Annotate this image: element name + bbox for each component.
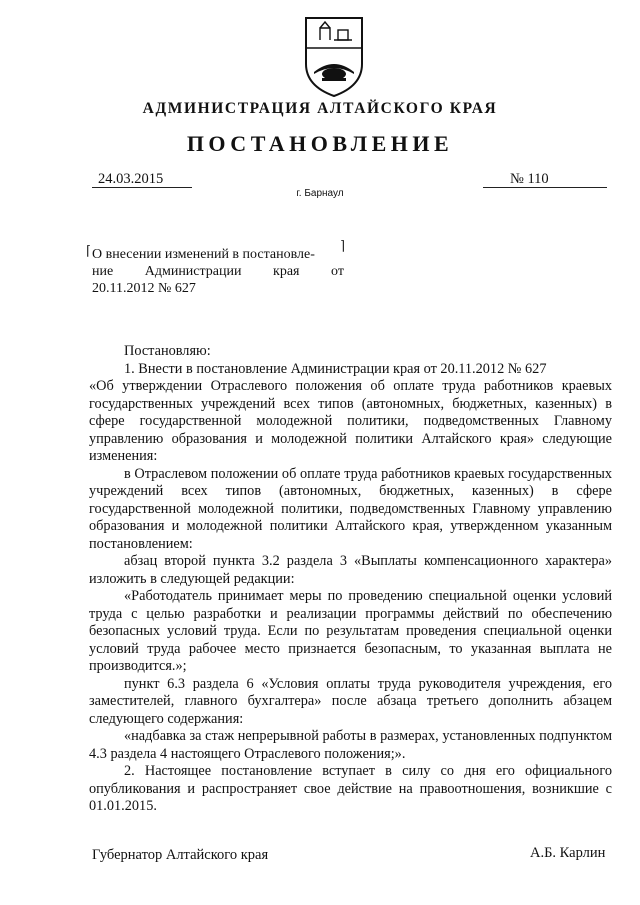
signatory-title: Губернатор Алтайского края bbox=[92, 847, 269, 863]
document-number: № 110 bbox=[510, 171, 549, 187]
subject-line-3: 20.11.2012 № 627 bbox=[92, 281, 196, 296]
body-paragraph: 2. Настоящее постановление вступает в силу со дня его официального опубликования и распространяет свое действие на правоотношения, возникшие с 01.01.2015. bbox=[89, 763, 612, 814]
document-body bbox=[89, 343, 612, 816]
document-type-title: ПОСТАНОВЛЕНИЕ bbox=[186, 131, 454, 156]
signatory-name: А.Б. Карлин bbox=[530, 845, 606, 861]
subject-word: края bbox=[273, 264, 300, 279]
document-subject bbox=[92, 246, 344, 297]
subject-word: Администрации bbox=[144, 264, 242, 279]
body-paragraph: пункт 6.3 раздела 6 «Условия оплаты труда руководителя учреждения, его заместителей, главного бухгалтера» после абзаца третьего дополнить абзацем следующего содержания: bbox=[89, 675, 612, 727]
subject-word: ние bbox=[92, 264, 114, 279]
issue-city: г. Барнаул bbox=[296, 188, 344, 199]
subject-bracket-left-icon: ⌈ bbox=[86, 243, 92, 258]
body-paragraph: в Отраслевом положении об оплате труда работников краевых государственных учреждений всех типов (автономных, бюджетных, казенных) в сфере государственной молодежной политики, подведомственных Главному управлению образования и молодежной политики Алтайского края, утвержденном указанным постановлением: bbox=[89, 465, 612, 552]
subject-line-2 bbox=[92, 263, 344, 280]
altai-krai-coat-of-arms-icon bbox=[300, 12, 368, 98]
subject-bracket-right-icon: ⌉ bbox=[340, 238, 346, 253]
document-date: 24.03.2015 bbox=[98, 171, 164, 187]
body-paragraph: «Работодатель принимает меры по проведению специальной оценки условий труда с целью разработки и реализации программы действий по обеспечению безопасных условий труда. Если по результатам проведения специальной оценки условий труда рабочее место признается безопасным, то указанная выплата не производится.»; bbox=[89, 588, 612, 674]
subject-line-1: О внесении изменений в постановле- bbox=[92, 247, 315, 262]
subject-word: от bbox=[331, 264, 344, 279]
body-paragraph: 1. Внести в постановление Администрации края от 20.11.2012 № 627 bbox=[124, 360, 547, 377]
body-paragraph: «Об утверждении Отраслевого положения об оплате труда работников краевых государственных учреждений всех типов (автономных, бюджетных, казенных) в сфере государственной молодежной политики, подведомственных Главному управлению образования и молодежной политики Алтайского края» следующие изменения: bbox=[89, 378, 612, 464]
body-paragraph: «надбавка за стаж непрерывной работы в размерах, установленных подпунктом 4.3 раздела 4 настоящего Отраслевого положения;». bbox=[89, 728, 612, 762]
body-paragraph: абзац второй пункта 3.2 раздела 3 «Выплаты компенсационного характера» изложить в следующей редакции: bbox=[89, 553, 612, 587]
organization-name: АДМИНИСТРАЦИЯ АЛТАЙСКОГО КРАЯ bbox=[142, 100, 498, 117]
body-paragraph: Постановляю: bbox=[124, 343, 211, 359]
